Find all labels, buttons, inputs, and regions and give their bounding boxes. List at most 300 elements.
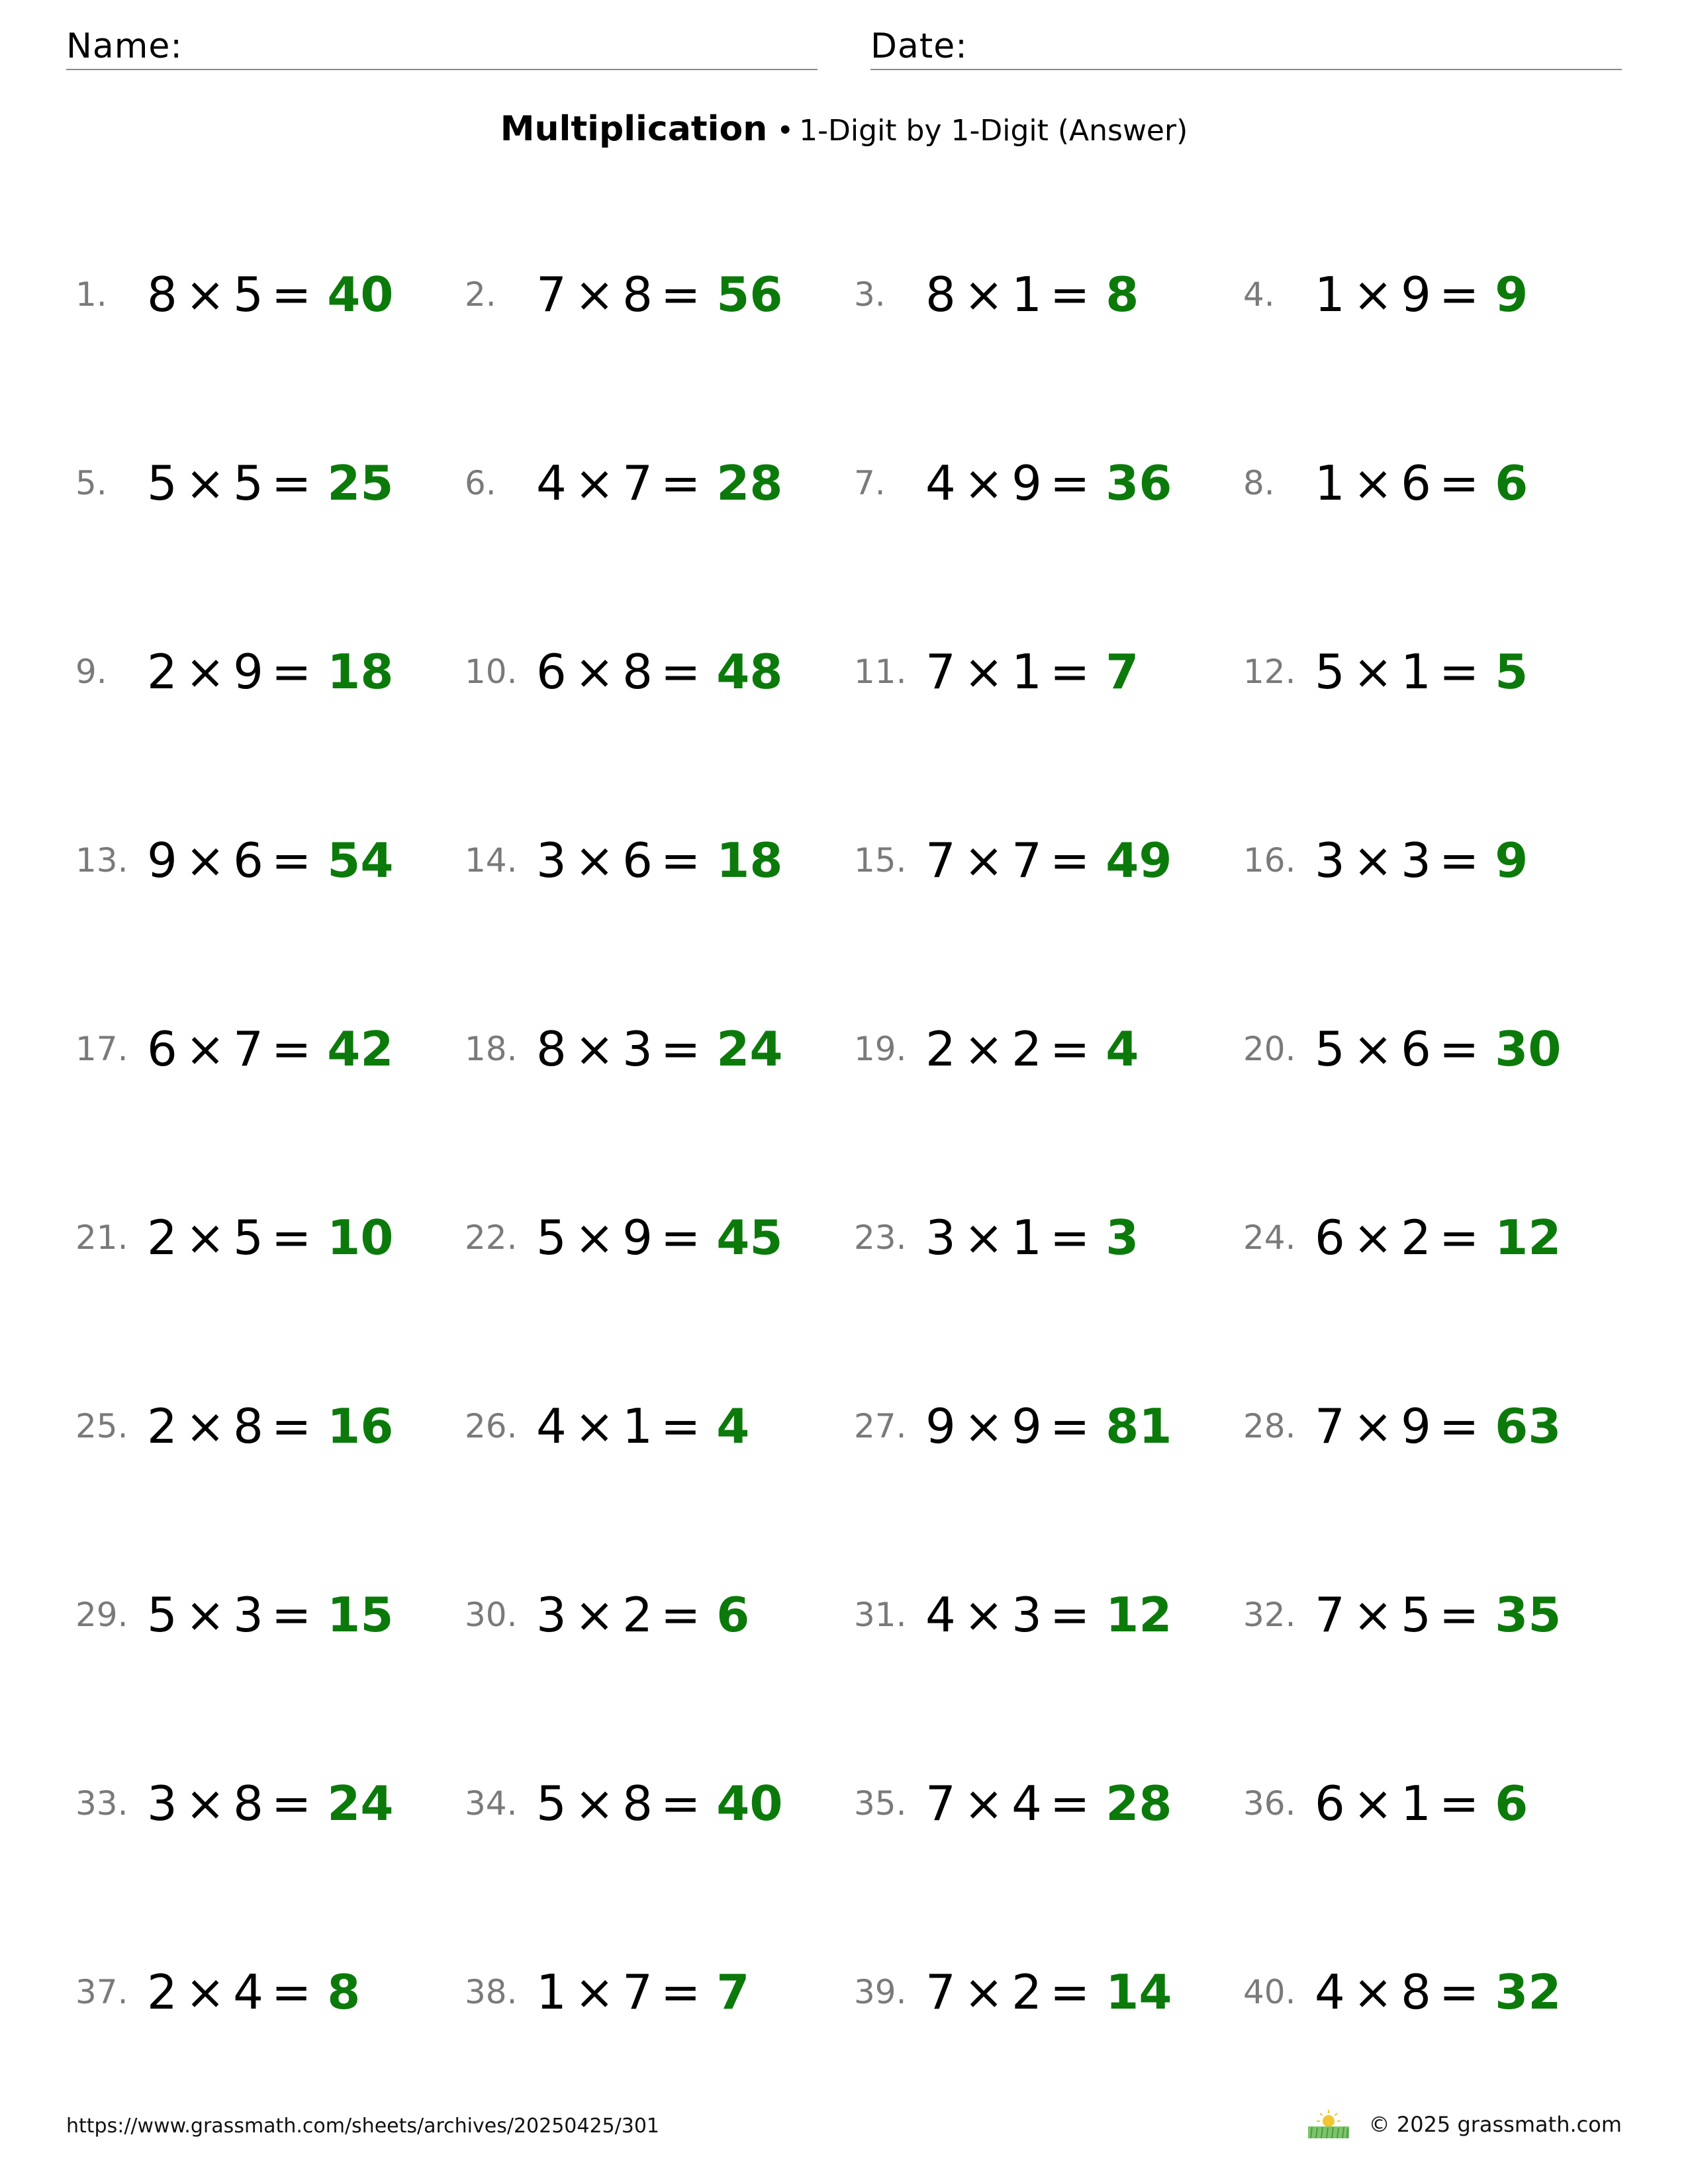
times-sign: × (185, 833, 226, 888)
answer: 9 (1495, 267, 1528, 322)
worksheet-title (0, 106, 1688, 154)
problem-number: 22. (465, 1218, 518, 1257)
factor-a: 4 (536, 455, 567, 511)
date-label: Date: (870, 26, 968, 66)
factor-b: 4 (1011, 1776, 1042, 1831)
problem-number: 36. (1243, 1784, 1296, 1823)
factor-b: 1 (1011, 644, 1042, 700)
problem-item (462, 1191, 851, 1380)
answer: 40 (716, 1776, 783, 1831)
times-sign: × (574, 1021, 615, 1077)
problem-item (1241, 437, 1630, 625)
problem-equation (925, 1962, 1172, 2022)
problem-equation (1315, 1396, 1561, 1456)
name-label: Name: (66, 26, 183, 66)
problem-item (851, 1380, 1241, 1569)
times-sign: × (574, 1398, 615, 1454)
problem-item (851, 625, 1241, 814)
problem-equation (925, 1208, 1139, 1267)
times-sign: × (574, 1210, 615, 1265)
problem-item (73, 1946, 462, 2134)
factor-a: 6 (147, 1021, 177, 1077)
factor-b: 7 (1011, 833, 1042, 888)
times-sign: × (1352, 644, 1393, 700)
factor-b: 5 (233, 455, 263, 511)
answer: 9 (1495, 833, 1528, 888)
problem-equation (147, 642, 393, 702)
problem-number: 18. (465, 1030, 518, 1068)
answer: 8 (327, 1964, 361, 2020)
factor-b: 8 (622, 267, 653, 322)
times-sign: × (574, 1776, 615, 1831)
factor-b: 9 (1401, 267, 1431, 322)
problem-equation (536, 453, 782, 513)
times-sign: × (963, 644, 1004, 700)
problem-equation (925, 265, 1139, 324)
factor-a: 6 (536, 644, 567, 700)
problem-number: 33. (75, 1784, 128, 1823)
factor-a: 3 (536, 833, 567, 888)
problem-equation (925, 642, 1139, 702)
problem-number: 25. (75, 1407, 128, 1445)
problem-item (73, 625, 462, 814)
answer: 49 (1105, 833, 1172, 888)
equals-sign: = (1049, 1021, 1090, 1077)
factor-a: 5 (1315, 1021, 1345, 1077)
times-sign: × (185, 1964, 226, 2020)
times-sign: × (185, 1398, 226, 1454)
factor-b: 5 (1401, 1587, 1431, 1643)
problem-number: 35. (854, 1784, 907, 1823)
equals-sign: = (271, 1398, 312, 1454)
answer: 8 (1105, 267, 1139, 322)
problem-item (1241, 1380, 1630, 1569)
answer: 32 (1495, 1964, 1562, 2020)
answer: 4 (1105, 1021, 1139, 1077)
answer: 28 (716, 455, 783, 511)
answer: 18 (716, 833, 783, 888)
factor-b: 1 (1401, 1776, 1431, 1831)
answer: 5 (1495, 644, 1528, 700)
factor-b: 2 (1011, 1964, 1042, 2020)
factor-b: 1 (1011, 267, 1042, 322)
factor-a: 4 (536, 1398, 567, 1454)
factor-b: 9 (1401, 1398, 1431, 1454)
problem-number: 27. (854, 1407, 907, 1445)
problem-number: 8. (1243, 464, 1275, 502)
factor-b: 6 (1401, 455, 1431, 511)
problem-item (462, 437, 851, 625)
times-sign: × (963, 833, 1004, 888)
times-sign: × (1352, 267, 1393, 322)
problem-equation (925, 1585, 1172, 1645)
problem-equation (1315, 1962, 1561, 2022)
factor-a: 4 (925, 1587, 956, 1643)
problem-number: 9. (75, 653, 107, 691)
equals-sign: = (1438, 1587, 1479, 1643)
answer: 10 (327, 1210, 394, 1265)
factor-a: 7 (925, 644, 956, 700)
factor-b: 7 (622, 1964, 653, 2020)
equals-sign: = (1438, 644, 1479, 700)
problem-number: 1. (75, 275, 107, 314)
factor-b: 2 (1401, 1210, 1431, 1265)
factor-b: 3 (622, 1021, 653, 1077)
equals-sign: = (271, 833, 312, 888)
factor-a: 1 (536, 1964, 567, 2020)
factor-a: 6 (1315, 1210, 1345, 1265)
problem-item (462, 1946, 851, 2134)
factor-a: 8 (147, 267, 177, 322)
factor-b: 8 (233, 1398, 263, 1454)
answer: 12 (1105, 1587, 1172, 1643)
times-sign: × (185, 455, 226, 511)
factor-b: 9 (622, 1210, 653, 1265)
factor-a: 2 (147, 1398, 177, 1454)
equals-sign: = (1049, 644, 1090, 700)
problem-item (1241, 248, 1630, 437)
problem-equation (536, 1396, 749, 1456)
problem-equation (147, 453, 393, 513)
problem-number: 29. (75, 1596, 128, 1634)
answer: 30 (1495, 1021, 1562, 1077)
factor-a: 7 (925, 833, 956, 888)
factor-a: 7 (925, 1964, 956, 2020)
problem-number: 21. (75, 1218, 128, 1257)
problem-equation (536, 642, 782, 702)
problem-equation (1315, 1585, 1561, 1645)
problem-equation (536, 1019, 782, 1079)
problem-item (851, 814, 1241, 1003)
problem-item (462, 1003, 851, 1191)
answer: 36 (1105, 455, 1172, 511)
times-sign: × (185, 1021, 226, 1077)
answer: 45 (716, 1210, 783, 1265)
factor-a: 8 (536, 1021, 567, 1077)
times-sign: × (1352, 455, 1393, 511)
answer: 63 (1495, 1398, 1562, 1454)
problem-equation (536, 1585, 749, 1645)
factor-b: 8 (1401, 1964, 1431, 2020)
problem-number: 10. (465, 653, 518, 691)
factor-a: 1 (1315, 455, 1345, 511)
factor-a: 4 (925, 455, 956, 511)
footer-url[interactable]: https://www.grassmath.com/sheets/archives/20250425/301 (66, 2115, 660, 2138)
footer-copyright-area (1305, 2105, 1622, 2144)
factor-a: 2 (147, 1964, 177, 2020)
equals-sign: = (660, 1776, 701, 1831)
problem-item (1241, 1569, 1630, 1757)
problem-equation (147, 1019, 393, 1079)
equals-sign: = (1438, 1964, 1479, 2020)
problem-equation (147, 265, 393, 324)
factor-a: 2 (147, 644, 177, 700)
problem-equation (1315, 265, 1528, 324)
equals-sign: = (1438, 455, 1479, 511)
equals-sign: = (271, 455, 312, 511)
times-sign: × (574, 455, 615, 511)
times-sign: × (963, 1398, 1004, 1454)
answer: 54 (327, 833, 394, 888)
factor-a: 9 (147, 833, 177, 888)
problem-item (851, 248, 1241, 437)
equals-sign: = (660, 833, 701, 888)
problem-number: 28. (1243, 1407, 1296, 1445)
problem-number: 17. (75, 1030, 128, 1068)
problem-item (462, 1757, 851, 1946)
problem-item (73, 1191, 462, 1380)
factor-a: 8 (925, 267, 956, 322)
name-field[interactable] (66, 26, 818, 70)
factor-a: 7 (536, 267, 567, 322)
problem-equation (925, 1774, 1172, 1833)
answer: 25 (327, 455, 394, 511)
factor-a: 7 (925, 1776, 956, 1831)
factor-a: 5 (536, 1210, 567, 1265)
times-sign: × (574, 833, 615, 888)
factor-b: 9 (233, 644, 263, 700)
equals-sign: = (660, 1210, 701, 1265)
factor-b: 3 (1011, 1587, 1042, 1643)
problem-number: 32. (1243, 1596, 1296, 1634)
factor-a: 3 (1315, 833, 1345, 888)
times-sign: × (963, 1210, 1004, 1265)
answer: 48 (716, 644, 783, 700)
problem-item (1241, 1003, 1630, 1191)
answer: 6 (716, 1587, 750, 1643)
problem-item (851, 1946, 1241, 2134)
factor-a: 2 (925, 1021, 956, 1077)
times-sign: × (574, 267, 615, 322)
problem-equation (147, 1585, 393, 1645)
factor-a: 5 (147, 1587, 177, 1643)
factor-a: 1 (1315, 267, 1345, 322)
equals-sign: = (660, 1398, 701, 1454)
problem-item (73, 437, 462, 625)
problem-equation (1315, 831, 1528, 890)
times-sign: × (1352, 1398, 1393, 1454)
answer: 12 (1495, 1210, 1562, 1265)
problem-number: 24. (1243, 1218, 1296, 1257)
answer: 7 (1105, 644, 1139, 700)
factor-b: 6 (622, 833, 653, 888)
factor-a: 7 (1315, 1398, 1345, 1454)
answer: 35 (1495, 1587, 1562, 1643)
problem-number: 30. (465, 1596, 518, 1634)
times-sign: × (963, 1776, 1004, 1831)
factor-a: 5 (536, 1776, 567, 1831)
equals-sign: = (271, 1964, 312, 2020)
factor-b: 8 (622, 644, 653, 700)
equals-sign: = (271, 1021, 312, 1077)
factor-b: 2 (1011, 1021, 1042, 1077)
problem-number: 5. (75, 464, 107, 502)
problem-number: 16. (1243, 841, 1296, 880)
times-sign: × (1352, 1021, 1393, 1077)
problem-number: 11. (854, 653, 907, 691)
problem-item (851, 1569, 1241, 1757)
factor-b: 2 (622, 1587, 653, 1643)
factor-a: 6 (1315, 1776, 1345, 1831)
problem-item (73, 814, 462, 1003)
equals-sign: = (660, 1587, 701, 1643)
times-sign: × (963, 1587, 1004, 1643)
answer: 42 (327, 1021, 394, 1077)
equals-sign: = (660, 1964, 701, 2020)
problem-number: 4. (1243, 275, 1275, 314)
problem-equation (1315, 1208, 1561, 1267)
answer: 40 (327, 267, 394, 322)
problem-item (1241, 814, 1630, 1003)
problem-item (462, 814, 851, 1003)
problem-equation (536, 265, 782, 324)
factor-b: 7 (233, 1021, 263, 1077)
factor-b: 9 (1011, 455, 1042, 511)
times-sign: × (574, 1964, 615, 2020)
times-sign: × (1352, 1964, 1393, 2020)
problem-equation (147, 1774, 393, 1833)
equals-sign: = (1438, 1776, 1479, 1831)
equals-sign: = (1049, 833, 1090, 888)
problem-grid (73, 248, 1635, 2141)
problem-item (1241, 1757, 1630, 1946)
problem-item (462, 1380, 851, 1569)
problem-number: 2. (465, 275, 496, 314)
answer: 56 (716, 267, 783, 322)
equals-sign: = (660, 644, 701, 700)
title-separator: • (776, 114, 794, 148)
answer: 6 (1495, 1776, 1528, 1831)
title-subtitle: 1-Digit by 1-Digit (Answer) (799, 114, 1188, 148)
factor-b: 6 (233, 833, 263, 888)
problem-equation (1315, 1774, 1528, 1833)
factor-a: 2 (147, 1210, 177, 1265)
problem-item (851, 437, 1241, 625)
times-sign: × (185, 1587, 226, 1643)
factor-b: 3 (1401, 833, 1431, 888)
answer: 3 (1105, 1210, 1139, 1265)
times-sign: × (185, 267, 226, 322)
equals-sign: = (271, 1587, 312, 1643)
times-sign: × (963, 1021, 1004, 1077)
grass-sun-logo-icon (1305, 2108, 1352, 2141)
problem-equation (536, 1962, 749, 2022)
answer: 6 (1495, 455, 1528, 511)
times-sign: × (574, 1587, 615, 1643)
problem-number: 34. (465, 1784, 518, 1823)
problem-equation (536, 831, 782, 890)
problem-equation (147, 831, 393, 890)
problem-number: 26. (465, 1407, 518, 1445)
equals-sign: = (271, 644, 312, 700)
equals-sign: = (1438, 1021, 1479, 1077)
equals-sign: = (1049, 1210, 1090, 1265)
answer: 24 (327, 1776, 394, 1831)
problem-equation (925, 831, 1172, 890)
factor-b: 3 (233, 1587, 263, 1643)
factor-b: 7 (622, 455, 653, 511)
answer: 28 (1105, 1776, 1172, 1831)
equals-sign: = (271, 1776, 312, 1831)
answer: 14 (1105, 1964, 1172, 2020)
problem-item (73, 248, 462, 437)
factor-a: 3 (925, 1210, 956, 1265)
answer: 81 (1105, 1398, 1172, 1454)
problem-equation (925, 1019, 1139, 1079)
problem-equation (536, 1774, 782, 1833)
problem-item (851, 1757, 1241, 1946)
factor-b: 8 (233, 1776, 263, 1831)
factor-b: 9 (1011, 1398, 1042, 1454)
times-sign: × (1352, 1776, 1393, 1831)
problem-equation (147, 1962, 360, 2022)
factor-b: 4 (233, 1964, 263, 2020)
equals-sign: = (1438, 833, 1479, 888)
factor-a: 3 (147, 1776, 177, 1831)
problem-number: 14. (465, 841, 518, 880)
problem-number: 3. (854, 275, 886, 314)
equals-sign: = (1049, 1964, 1090, 2020)
times-sign: × (185, 1210, 226, 1265)
problem-item (73, 1569, 462, 1757)
equals-sign: = (271, 267, 312, 322)
equals-sign: = (271, 1210, 312, 1265)
problem-number: 20. (1243, 1030, 1296, 1068)
times-sign: × (1352, 1587, 1393, 1643)
equals-sign: = (1049, 455, 1090, 511)
problem-number: 38. (465, 1973, 518, 2011)
problem-number: 39. (854, 1973, 907, 2011)
problem-number: 13. (75, 841, 128, 880)
times-sign: × (185, 644, 226, 700)
times-sign: × (1352, 833, 1393, 888)
equals-sign: = (660, 1021, 701, 1077)
problem-item (73, 1380, 462, 1569)
problem-item (462, 1569, 851, 1757)
problem-item (1241, 625, 1630, 814)
answer: 16 (327, 1398, 394, 1454)
equals-sign: = (1438, 1398, 1479, 1454)
equals-sign: = (1438, 1210, 1479, 1265)
factor-b: 1 (1401, 644, 1431, 700)
equals-sign: = (660, 455, 701, 511)
problem-item (73, 1003, 462, 1191)
name-date-row (66, 26, 1622, 73)
factor-b: 8 (622, 1776, 653, 1831)
times-sign: × (963, 455, 1004, 511)
footer-copyright: © 2025 grassmath.com (1368, 2112, 1622, 2137)
problem-item (851, 1191, 1241, 1380)
factor-a: 9 (925, 1398, 956, 1454)
problem-item (73, 1757, 462, 1946)
times-sign: × (963, 1964, 1004, 2020)
factor-b: 1 (1011, 1210, 1042, 1265)
problem-number: 31. (854, 1596, 907, 1634)
problem-number: 37. (75, 1973, 128, 2011)
problem-equation (147, 1396, 393, 1456)
problem-number: 40. (1243, 1973, 1296, 2011)
equals-sign: = (1049, 1587, 1090, 1643)
equals-sign: = (1049, 1398, 1090, 1454)
factor-a: 3 (536, 1587, 567, 1643)
answer: 4 (716, 1398, 750, 1454)
problem-item (462, 248, 851, 437)
factor-a: 5 (147, 455, 177, 511)
equals-sign: = (1049, 267, 1090, 322)
date-field[interactable] (870, 26, 1622, 70)
factor-b: 6 (1401, 1021, 1431, 1077)
problem-item (1241, 1191, 1630, 1380)
